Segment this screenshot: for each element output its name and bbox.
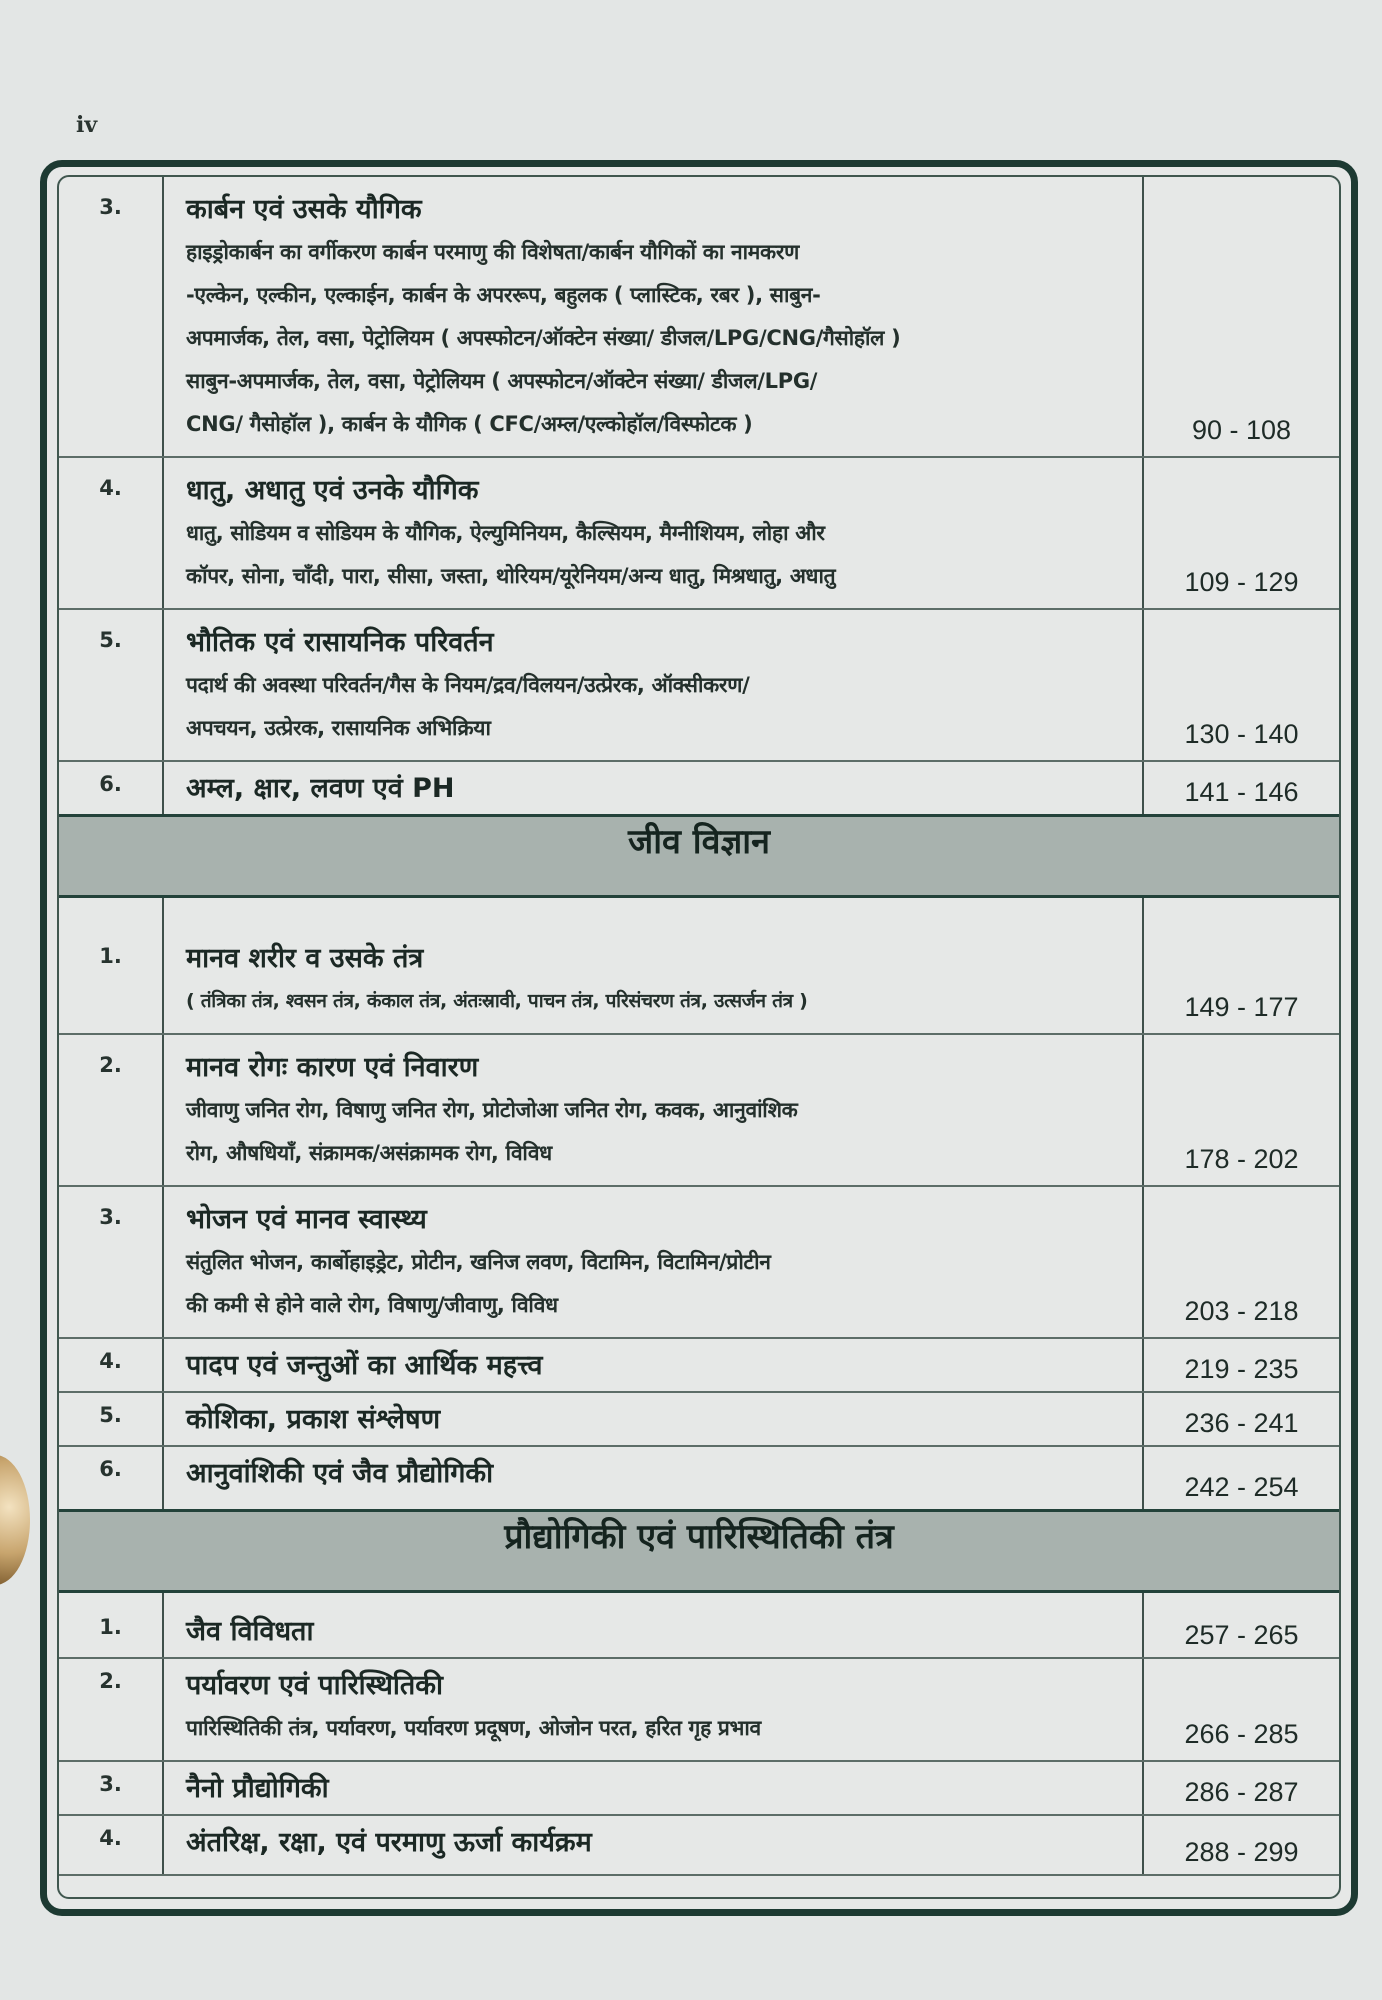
item-body bbox=[163, 1338, 1143, 1392]
item-title: मानव शरीर व उसके तंत्र bbox=[186, 943, 424, 974]
item-number: 6. bbox=[59, 761, 163, 816]
item-desc-line: -एल्केन, एल्कीन, एल्काईन, कार्बन के अपररूप, बहुलक ( प्लास्टिक, रबर ), साबुन- bbox=[186, 283, 821, 307]
item-title: कोशिका, प्रकाश संश्लेषण bbox=[186, 1404, 441, 1435]
item-number: 1. bbox=[59, 1592, 163, 1659]
toc-row[interactable] bbox=[59, 1815, 1339, 1875]
item-number: 1. bbox=[59, 926, 163, 1034]
page-number: iv bbox=[76, 112, 98, 138]
item-title: भौतिक एवं रासायनिक परिवर्तन bbox=[186, 627, 494, 658]
item-body bbox=[163, 177, 1143, 457]
toc-row[interactable] bbox=[59, 177, 1339, 457]
item-body bbox=[163, 1761, 1143, 1815]
item-number: 4. bbox=[59, 1815, 163, 1875]
item-page-range: 242 - 254 bbox=[1143, 1446, 1339, 1511]
item-desc-line: हाइड्रोकार्बन का वर्गीकरण कार्बन परमाणु की विशेषता/कार्बन यौगिकों का नामकरण bbox=[186, 240, 800, 264]
toc-row[interactable] bbox=[59, 1392, 1339, 1446]
item-page-range: 90 - 108 bbox=[1143, 177, 1339, 457]
item-page-range: 266 - 285 bbox=[1143, 1658, 1339, 1761]
item-page-range: 203 - 218 bbox=[1143, 1186, 1339, 1338]
item-body bbox=[163, 1186, 1143, 1338]
toc-row[interactable] bbox=[59, 1186, 1339, 1338]
item-number: 2. bbox=[59, 1034, 163, 1186]
item-desc-line: की कमी से होने वाले रोग, विषाणु/जीवाणु, विविध bbox=[186, 1293, 558, 1317]
item-desc-line: धातु, सोडियम व सोडियम के यौगिक, ऐल्युमिनियम, कैल्सियम, मैग्नीशियम, लोहा और bbox=[186, 521, 825, 545]
item-desc-line: CNG/ गैसोहॉल ), कार्बन के यौगिक ( CFC/अम्ल/एल्कोहॉल/विस्फोटक ) bbox=[186, 412, 753, 436]
item-body bbox=[163, 1815, 1143, 1875]
item-page-range: 149 - 177 bbox=[1143, 926, 1339, 1034]
item-number: 6. bbox=[59, 1446, 163, 1511]
toc-row[interactable] bbox=[59, 1592, 1339, 1659]
item-desc-line: जीवाणु जनित रोग, विषाणु जनित रोग, प्रोटोजोआ जनित रोग, कवक, आनुवांशिक bbox=[186, 1098, 798, 1122]
section-heading: प्रौद्योगिकी एवं पारिस्थितिकी तंत्र bbox=[59, 1511, 1339, 1592]
item-desc-line: अपचयन, उत्प्रेरक, रासायनिक अभिक्रिया bbox=[186, 716, 491, 740]
item-title: धातु, अधातु एवं उनके यौगिक bbox=[186, 475, 479, 506]
item-desc-line: अपमार्जक, तेल, वसा, पेट्रोलियम ( अपस्फोटन/ऑक्टेन संख्या/ डीजल/LPG/CNG/गैसोहॉल ) bbox=[186, 326, 901, 350]
item-page-range: 109 - 129 bbox=[1143, 457, 1339, 609]
item-desc-line: कॉपर, सोना, चाँदी, पारा, सीसा, जस्ता, थोरियम/यूरेनियम/अन्य धातु, मिश्रधातु, अधातु bbox=[186, 564, 836, 588]
item-body bbox=[163, 1592, 1143, 1659]
item-page-range: 257 - 265 bbox=[1143, 1592, 1339, 1659]
item-page-range: 288 - 299 bbox=[1143, 1815, 1339, 1875]
item-desc-line: संतुलित भोजन, कार्बोहाइड्रेट, प्रोटीन, खनिज लवण, विटामिन, विटामिन/प्रोटीन bbox=[186, 1250, 771, 1274]
toc-row[interactable] bbox=[59, 1446, 1339, 1511]
toc-row[interactable] bbox=[59, 1761, 1339, 1815]
item-page-range: 130 - 140 bbox=[1143, 609, 1339, 761]
item-number: 3. bbox=[59, 1761, 163, 1815]
toc-row[interactable] bbox=[59, 926, 1339, 1034]
item-desc-line: पदार्थ की अवस्था परिवर्तन/गैस के नियम/द्रव/विलयन/उत्प्रेरक, ऑक्सीकरण/ bbox=[186, 673, 750, 697]
item-title: जैव विविधता bbox=[186, 1616, 314, 1647]
item-body bbox=[163, 1446, 1143, 1511]
item-desc-line: पारिस्थितिकी तंत्र, पर्यावरण, पर्यावरण प्रदूषण, ओजोन परत, हरित गृह प्रभाव bbox=[186, 1716, 761, 1740]
toc-row[interactable] bbox=[59, 1338, 1339, 1392]
coin-object-edge bbox=[0, 1455, 30, 1585]
toc-row[interactable] bbox=[59, 609, 1339, 761]
item-number: 3. bbox=[59, 177, 163, 457]
toc-row[interactable] bbox=[59, 1034, 1339, 1186]
item-title: मानव रोगः कारण एवं निवारण bbox=[186, 1052, 479, 1083]
item-title: आनुवांशिकी एवं जैव प्रौद्योगिकी bbox=[186, 1458, 494, 1489]
spacer-row bbox=[59, 897, 1339, 927]
item-body bbox=[163, 1658, 1143, 1761]
section-heading-row bbox=[59, 816, 1339, 897]
item-number: 5. bbox=[59, 609, 163, 761]
item-page-range: 236 - 241 bbox=[1143, 1392, 1339, 1446]
item-body bbox=[163, 609, 1143, 761]
item-title: भोजन एवं मानव स्वास्थ्य bbox=[186, 1204, 427, 1235]
item-title: पादप एवं जन्तुओं का आर्थिक महत्त्व bbox=[186, 1350, 543, 1381]
toc-row[interactable] bbox=[59, 1658, 1339, 1761]
item-body bbox=[163, 761, 1143, 816]
item-page-range: 141 - 146 bbox=[1143, 761, 1339, 816]
item-page-range: 286 - 287 bbox=[1143, 1761, 1339, 1815]
item-number: 5. bbox=[59, 1392, 163, 1446]
item-body bbox=[163, 926, 1143, 1034]
item-body bbox=[163, 1034, 1143, 1186]
toc-row[interactable] bbox=[59, 761, 1339, 816]
item-body bbox=[163, 457, 1143, 609]
item-title: नैनो प्रौद्योगिकी bbox=[186, 1773, 329, 1804]
toc-table bbox=[59, 177, 1339, 1876]
toc-frame bbox=[40, 160, 1358, 1916]
toc-row[interactable] bbox=[59, 457, 1339, 609]
item-page-range: 219 - 235 bbox=[1143, 1338, 1339, 1392]
item-title: अंतरिक्ष, रक्षा, एवं परमाणु ऊर्जा कार्यक्रम bbox=[186, 1827, 592, 1858]
item-number: 4. bbox=[59, 457, 163, 609]
item-desc-line: रोग, औषधियाँ, संक्रामक/असंक्रामक रोग, विविध bbox=[186, 1141, 552, 1165]
item-desc-line: ( तंत्रिका तंत्र, श्वसन तंत्र, कंकाल तंत्र, अंतःस्रावी, पाचन तंत्र, परिसंचरण तंत्र, उत्सर्जन तंत्र ) bbox=[186, 990, 808, 1012]
item-number: 3. bbox=[59, 1186, 163, 1338]
section-heading-row bbox=[59, 1511, 1339, 1592]
item-body bbox=[163, 1392, 1143, 1446]
item-title: पर्यावरण एवं पारिस्थितिकी bbox=[186, 1670, 443, 1701]
item-title: कार्बन एवं उसके यौगिक bbox=[186, 194, 422, 225]
item-title: अम्ल, क्षार, लवण एवं PH bbox=[186, 773, 455, 804]
item-number: 4. bbox=[59, 1338, 163, 1392]
item-desc-line: साबुन-अपमार्जक, तेल, वसा, पेट्रोलियम ( अपस्फोटन/ऑक्टेन संख्या/ डीजल/LPG/ bbox=[186, 369, 818, 393]
item-page-range: 178 - 202 bbox=[1143, 1034, 1339, 1186]
item-number: 2. bbox=[59, 1658, 163, 1761]
toc-inner-border bbox=[57, 175, 1341, 1899]
section-heading: जीव विज्ञान bbox=[59, 816, 1339, 897]
